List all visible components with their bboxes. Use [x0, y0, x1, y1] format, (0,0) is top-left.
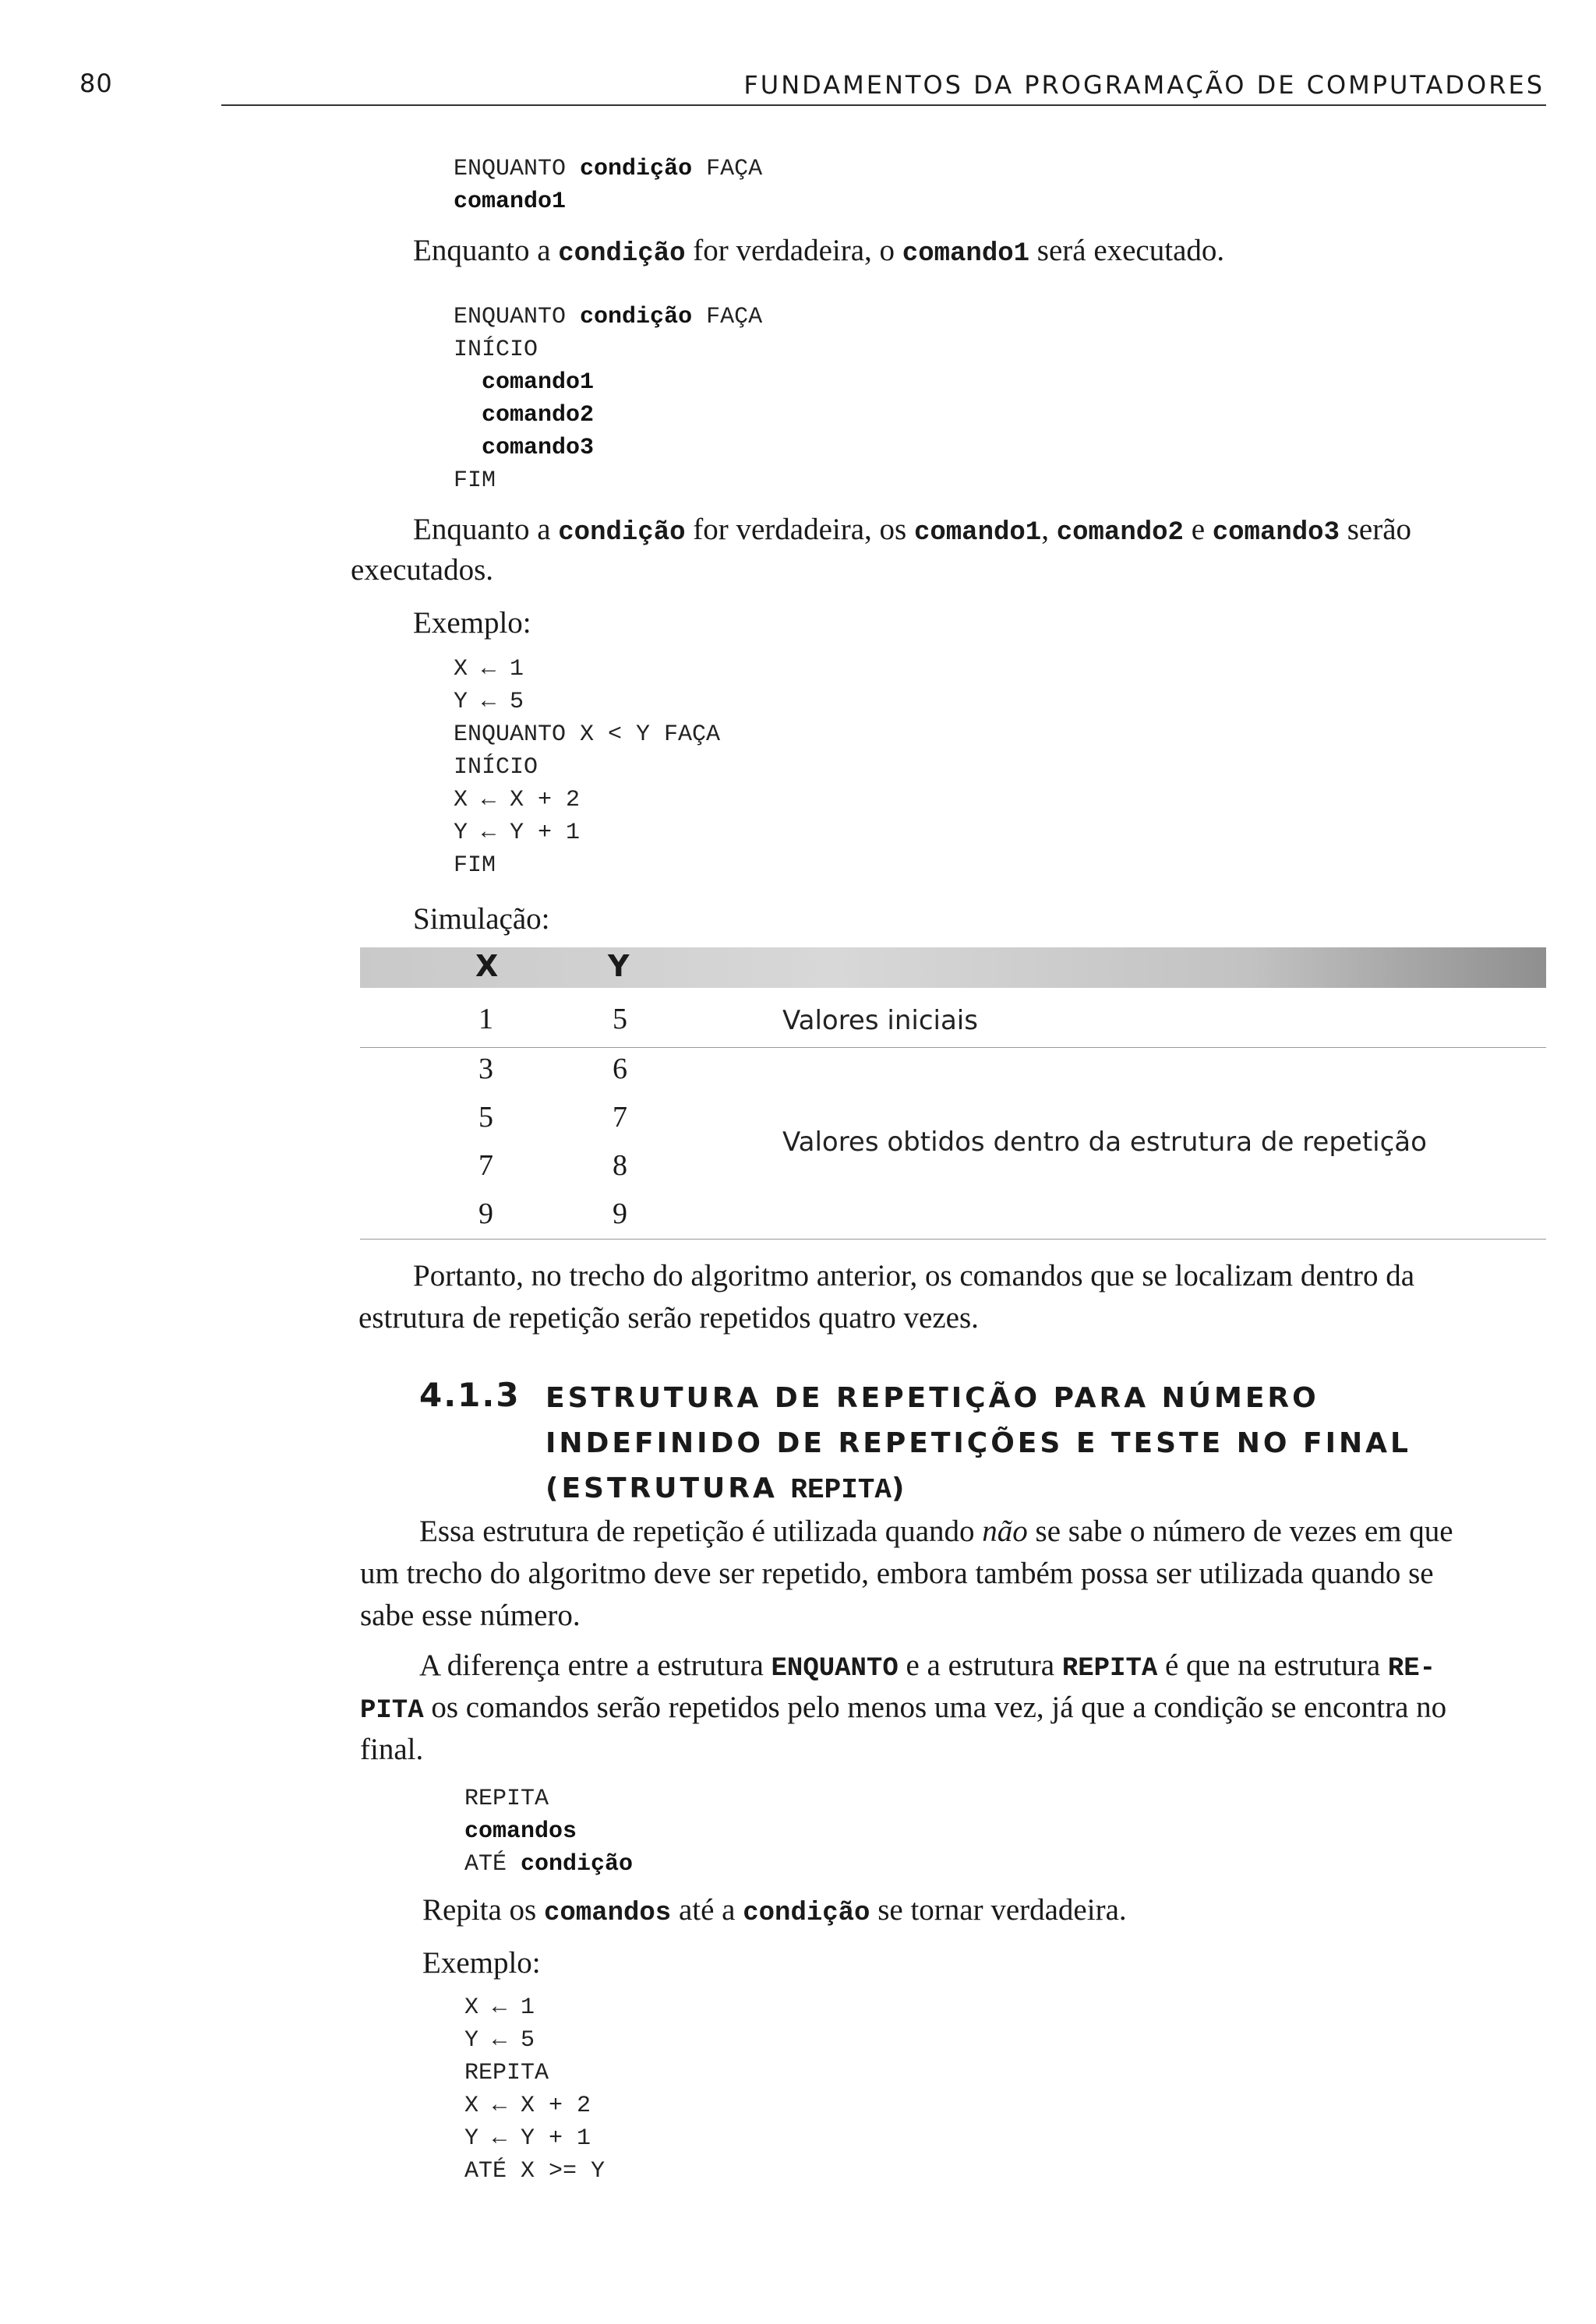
keyword-ate: ATÉ	[464, 1851, 507, 1878]
paragraph-enquanto-simple	[413, 231, 1224, 274]
text-segment: Essa estrutura de repetição é utilizada quando	[419, 1515, 983, 1548]
text-segment: será executado.	[1029, 234, 1225, 267]
keyword-faca: FAÇA	[706, 156, 763, 182]
code-line: ATÉ X >= Y	[464, 2158, 606, 2185]
inline-code-repita: REPITA	[790, 1474, 892, 1506]
simulation-label: Simulação:	[413, 902, 550, 936]
text-segment: os comandos serão repetidos pelo menos uma vez, já que a condição se encontra no	[423, 1691, 1447, 1724]
running-title: FUNDAMENTOS DA PROGRAMAÇÃO DE COMPUTADORES	[743, 70, 1545, 100]
keyword-enquanto: ENQUANTO	[454, 156, 567, 182]
keyword-comando2: comando2	[482, 402, 595, 428]
inline-code-comando2: comando2	[1056, 518, 1184, 548]
example-label: Exemplo:	[413, 606, 531, 640]
code-line: X ← X + 2	[454, 787, 581, 813]
page-number: 80	[79, 69, 113, 98]
text-segment: (ESTRUTURA	[546, 1472, 791, 1504]
text-segment: for verdadeira, o	[685, 234, 902, 267]
text-segment: até a	[671, 1893, 743, 1927]
keyword-condicao: condição	[580, 156, 693, 182]
paragraph-difference-line3: final.	[360, 1733, 424, 1766]
inline-code-repita-part: RE-	[1387, 1654, 1436, 1684]
code-example-enquanto	[454, 653, 720, 882]
paragraph-repita-intro-line1	[419, 1511, 1453, 1552]
code-line: X ← X + 2	[464, 2093, 591, 2119]
section-number: 4.1.3	[419, 1376, 521, 1414]
keyword-comando3: comando3	[482, 435, 595, 461]
keyword-comando1: comando1	[482, 369, 595, 396]
code-line: Y ← Y + 1	[454, 820, 581, 846]
inline-code-condicao: condição	[558, 518, 686, 548]
header-rule	[221, 104, 1546, 106]
paragraph-repita-intro-line3: sabe esse número.	[360, 1599, 581, 1632]
text-segment: e	[1183, 513, 1213, 546]
table-bottom-rule	[360, 1239, 1546, 1240]
inline-code-repita: REPITA	[1061, 1654, 1158, 1684]
code-line: Y ← Y + 1	[464, 2125, 591, 2152]
text-segment: e a estrutura	[898, 1649, 1062, 1682]
code-example-repita	[464, 1991, 605, 2188]
text-segment: serão	[1339, 513, 1412, 546]
keyword-inicio: INÍCIO	[454, 337, 538, 363]
code-line: INÍCIO	[454, 754, 538, 781]
table-cell: 7	[613, 1101, 627, 1134]
inline-code-comando1: comando1	[902, 239, 1030, 269]
table-cell: 5	[613, 1003, 627, 1035]
text-segment: Repita os	[422, 1893, 544, 1927]
text-segment: A diferença entre a estrutura	[419, 1649, 772, 1682]
code-block-enquanto-compound	[454, 301, 762, 497]
table-header	[360, 947, 1546, 988]
section-title-line	[546, 1466, 1411, 1513]
keyword-comando1: comando1	[454, 189, 567, 215]
paragraph-enquanto-compound-line2: executados.	[351, 553, 494, 587]
section-title-line: INDEFINIDO DE REPETIÇÕES E TESTE NO FINAL	[546, 1427, 1411, 1459]
keyword-condicao: condição	[580, 304, 693, 330]
note-initial-values: Valores iniciais	[782, 1005, 978, 1036]
text-segment: é que na estrutura	[1157, 1649, 1388, 1682]
table-cell: 6	[613, 1053, 627, 1085]
text-segment: Enquanto a	[413, 513, 559, 546]
emphasis-nao: não	[982, 1515, 1028, 1548]
paragraph-repita-meaning	[422, 1890, 1127, 1934]
note-loop-values: Valores obtidos dentro da estrutura de repetição	[782, 1127, 1427, 1158]
keyword-repita: REPITA	[464, 1786, 549, 1812]
table-cell: 8	[613, 1149, 627, 1182]
inline-code-comando3: comando3	[1212, 518, 1340, 548]
table-cell: 1	[478, 1003, 493, 1035]
text-segment: for verdadeira, os	[685, 513, 914, 546]
paragraph-repita-intro-line2: um trecho do algoritmo deve ser repetido, embora também possa ser utilizada quando se	[360, 1557, 1434, 1590]
paragraph-conclusion-line1: Portanto, no trecho do algoritmo anterior, os comandos que se localizam dentro da	[413, 1259, 1415, 1292]
text-segment: Enquanto a	[413, 234, 559, 267]
section-title	[546, 1376, 1411, 1513]
inline-code-comandos: comandos	[543, 1899, 672, 1928]
table-cell: 9	[613, 1197, 627, 1230]
table-divider	[360, 1047, 1546, 1048]
inline-code-enquanto: ENQUANTO	[771, 1654, 899, 1684]
text-segment: se tornar verdadeira.	[870, 1893, 1127, 1927]
table-cell: 3	[478, 1053, 493, 1085]
code-line: X ← 1	[464, 1994, 535, 2021]
code-line: Y ← 5	[454, 689, 524, 715]
column-header-y: Y	[608, 949, 630, 983]
keyword-comandos: comandos	[464, 1818, 577, 1845]
code-block-repita	[464, 1783, 633, 1881]
keyword-condicao: condição	[521, 1851, 634, 1878]
keyword-faca: FAÇA	[706, 304, 763, 330]
section-title-line: ESTRUTURA DE REPETIÇÃO PARA NÚMERO	[546, 1382, 1319, 1414]
table-cell: 7	[478, 1149, 493, 1182]
inline-code-comando1: comando1	[913, 518, 1042, 548]
column-header-x: X	[475, 949, 499, 983]
text-segment: se sabe o número de vezes em que	[1027, 1515, 1453, 1548]
paragraph-difference-line1	[419, 1645, 1435, 1689]
simulation-table	[360, 947, 1546, 988]
code-line: REPITA	[464, 2060, 549, 2086]
code-line: X ← 1	[454, 656, 524, 682]
inline-code-condicao: condição	[558, 239, 686, 269]
paragraph-conclusion-line2: estrutura de repetição serão repetidos quatro vezes.	[358, 1301, 979, 1335]
paragraph-difference-line2	[360, 1687, 1446, 1731]
inline-code-repita-part: PITA	[360, 1696, 424, 1726]
inline-code-condicao: condição	[743, 1899, 870, 1928]
text-segment: )	[892, 1472, 908, 1504]
keyword-enquanto: ENQUANTO	[454, 304, 567, 330]
paragraph-enquanto-compound-line1	[413, 510, 1411, 553]
code-block-enquanto-simple	[454, 153, 762, 218]
table-cell: 9	[478, 1197, 493, 1230]
code-line: FIM	[454, 852, 496, 879]
code-line: ENQUANTO X < Y FAÇA	[454, 721, 721, 748]
code-line: Y ← 5	[464, 2027, 535, 2054]
text-segment: ,	[1041, 513, 1057, 546]
keyword-fim: FIM	[454, 467, 496, 494]
table-cell: 5	[478, 1101, 493, 1134]
example-label: Exemplo:	[422, 1946, 541, 1980]
